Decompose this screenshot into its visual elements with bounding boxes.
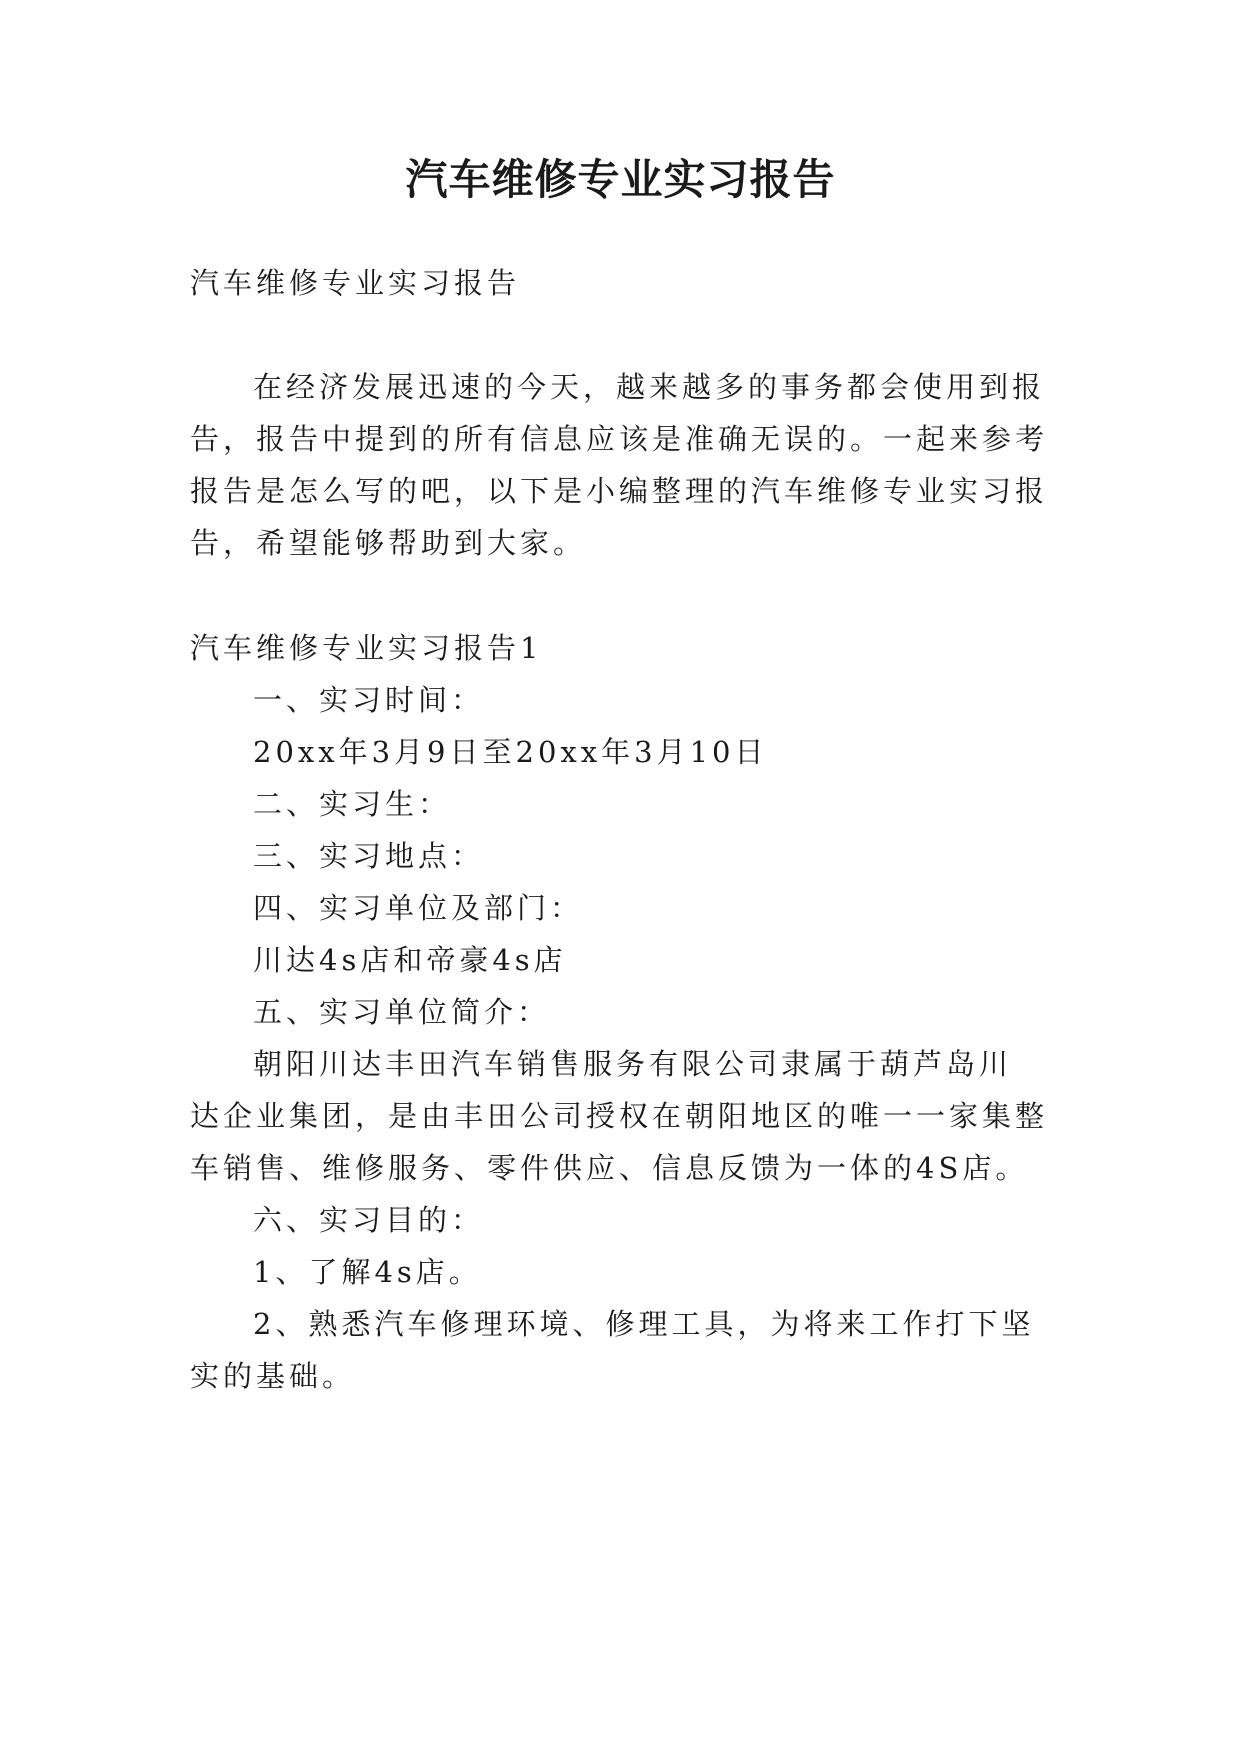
purpose-item: 1、了解4s店。 (253, 1255, 482, 1289)
intro-line: 告，报告中提到的所有信息应该是准确无误的。一起来参考 (190, 422, 1049, 456)
intro-line: 在经济发展迅速的今天，越来越多的事务都会使用到报 (253, 370, 1046, 404)
item-unit-intro: 五、实习单位简介： (253, 995, 551, 1029)
purpose-item: 2、熟悉汽车修理环境、修理工具，为将来工作打下坚 (253, 1307, 1035, 1341)
item-unit-department: 四、实习单位及部门： (253, 891, 584, 925)
company-intro-line: 达企业集团，是由丰田公司授权在朝阳地区的唯一一家集整 (190, 1099, 1049, 1133)
company-intro-line: 车销售、维修服务、零件供应、信息反馈为一体的4S店。 (190, 1151, 1029, 1185)
item-unit-names: 川达4s店和帝豪4s店 (253, 943, 567, 977)
document-title: 汽车维修专业实习报告 (405, 155, 836, 204)
item-internship-time: 一、实习时间： (253, 683, 485, 717)
section-title: 汽车维修专业实习报告1 (190, 631, 543, 665)
purpose-item-continuation: 实的基础。 (190, 1359, 356, 1393)
item-intern: 二、实习生： (253, 787, 452, 821)
intro-line: 报告是怎么写的吧，以下是小编整理的汽车维修专业实习报 (190, 474, 1049, 508)
item-internship-dates: 20xx年3月9日至20xx年3月10日 (253, 735, 768, 769)
company-intro-line: 朝阳川达丰田汽车销售服务有限公司隶属于葫芦岛川 (253, 1047, 1013, 1081)
item-location: 三、实习地点： (253, 839, 485, 873)
item-purpose: 六、实习目的： (253, 1203, 485, 1237)
document-subtitle: 汽车维修专业实习报告 (190, 266, 521, 300)
intro-line: 告，希望能够帮助到大家。 (190, 526, 587, 560)
